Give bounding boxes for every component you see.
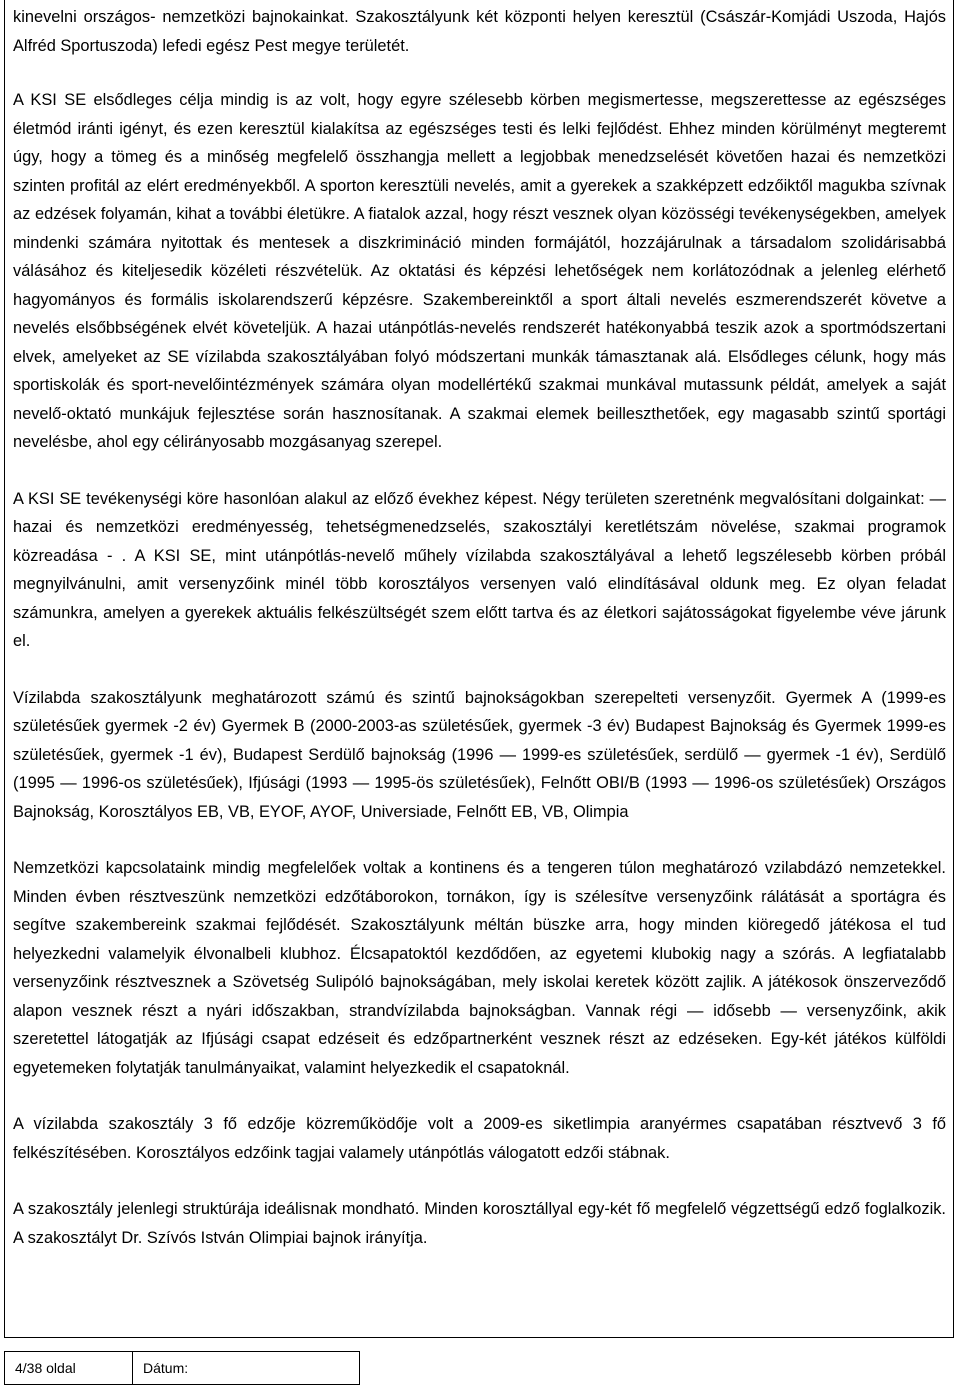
paragraph-coaches: A vízilabda szakosztály 3 fő edzője közreműködője volt a 2009-es siketlimpia aranyérmes csapatában résztvevő 3 fő felkészítésében. Korosztályos edzőink tagjai valamely utánpótlás válogatott edzői stábnak.	[13, 1115, 946, 1162]
paragraph-activities: A KSI SE tevékenységi köre hasonlóan alakul az előző évekhez képest. Négy területen szeretnénk megvalósítani dolgainkat: — hazai és nemzetközi eredményesség, tehetségmenedzselés, szakosztályi keretlétszám növelése, szakmai programok közreadása - . A KSI SE, mint utánpótlás-nevelő műhely vízilabda szakosztályával a lehető legszélesebb körben próbál megnyilvánulni, amit versenyzőink minél több korosztályos versenyen való elindításával oldunk meg. Ez olyan feladat számunkra, amelyen a gyerekek aktuális felkészültségét szem előtt tartva és az életkori sajátosságokat figyelembe véve járunk el.	[13, 489, 946, 650]
document-body	[13, 3, 946, 1280]
paragraph-championships: Vízilabda szakosztályunk meghatározott számú és szintű bajnokságokban szerepelteti versenyzőit. Gyermek A (1999-es születésűek gyermek -2 év) Gyermek B (2000-2003-as születésűek, gyermek -3 év) Budapest Bajnokság és Gyermek 1999-es születésűek, gyermek -1 év), Budapest Serdülő bajnokság (1996 — 1999-es születésűek, serdülő — gyermek -1 év), Serdülő (1995 — 1996-os születésűek), Ifjúsági (1993 — 1995-ös születésűek), Felnőtt OBI/B (1993 — 1996-os születésűek) Országos Bajnokság, Korosztályos EB, VB, EYOF, AYOF, Universiade, Felnőtt EB, VB, Olimpia	[13, 688, 946, 821]
paragraph-intro-continuation: kinevelni országos- nemzetközi bajnokainkat. Szakosztályunk két központi helyen keresztül (Császár-Komjádi Uszoda, Hajós Alfréd Sportuszoda) lefedi egész Pest megye területét.	[13, 8, 946, 55]
paragraph-structure: A szakosztály jelenlegi struktúrája ideálisnak mondható. Minden korosztállyal egy-két fő megfelelő végzettségű edző foglalkozik. A szakosztályt Dr. Szívós István Olimpiai bajnok irányítja.	[13, 1200, 946, 1247]
paragraph-international: Nemzetközi kapcsolataink mindig megfelelőek voltak a kontinens és a tengeren túlon meghatározó vzilabdázó nemzetekkel. Minden évben résztveszünk nemzetközi edzőtáborokon, tornákon, így is szélesítve versenyzőink rálátását a sportágra és segítve szakembereink szakmai fejlődését. Szakosztályunk méltán büszke arra, hogy minden kiöregedő játékosa el tud helyezkedni valamelyik élvonalbeli klubhoz. Élcsapatoktól kezdődően, az egyetemi klubokig nagy a szórás. A legfiatalabb versenyzőink résztvesznek a Szövetség Sulipóló bajnokságában, mely iskolai keretek között zajlik. A játékosok önszerveződő alapon vesznek részt a nyári időszakban, strandvízilabda bajnokságban. Vannak régi — idősebb — versenyzőink, akik szeretettel látogatják az Ifjúsági csapat edzéseit és edzőpartnerként vesznek részt az edzéseken. Egy-két játékos külföldi egyetemeken folytatják tanulmányaikat, valamint helyezkedik el csapatoknál.	[13, 859, 946, 1077]
paragraph-goals: A KSI SE elsődleges célja mindig is az volt, hogy egyre szélesebb körben megismertesse, megszerettesse az egészséges életmód iránti igényt, és ezen keresztül kialakítsa az egészséges testi és lelki fejlődést. Ehhez minden körülményt megteremt úgy, hogy a tömeg és a minőség megfelelő összhangja mellett a legjobbak menedzselését követően hazai és nemzetközi szinten profitál az elért eredményekből. A sporton keresztüli nevelés, amit a gyerekek a szakképzett edzőiktől magukba szívnak az edzések folyamán, kihat a további életükre. A fiatalok azzal, hogy részt vesznek olyan közösségi tevékenységekben, amelyek mindenki számára nyitottak és mentesek a diszkrimináció minden formájától, hozzájárulnak a társadalom szolidárisabbá válásához és kiteljesedik közéleti részvételük. Az oktatási és képzési lehetőségek nem korlátozódnak a jelenleg elérhető hagyományos és formális iskolarendszerű képzésre. Szakembereinktől a sport általi nevelés eszmerendszerét követve a nevelés elsőbbségének elvét követeljük. A hazai utánpótlás-nevelés rendszerét hatékonyabbá teszik azok a sportmódszertani elvek, amelyeket az SE vízilabda szakosztályában folyó módszertani munkák támasztanak alá. Elsődleges célunk, hogy más sportiskolák és sport-nevelőintézmények számára olyan modellértékű szakmai munkával mutassunk példát, amelyek a saját nevelő-oktató munkájuk fejlesztése során hasznosítanak. A szakmai elemek beilleszthetőek, egy magasabb szintű sportági nevelésbe, ahol egy célirányosabb mozgásanyag szerepel.	[13, 91, 946, 451]
page-number: 4/38 oldal	[5, 1352, 133, 1384]
page-footer	[4, 1351, 360, 1385]
date-field: Dátum:	[143, 1360, 189, 1376]
